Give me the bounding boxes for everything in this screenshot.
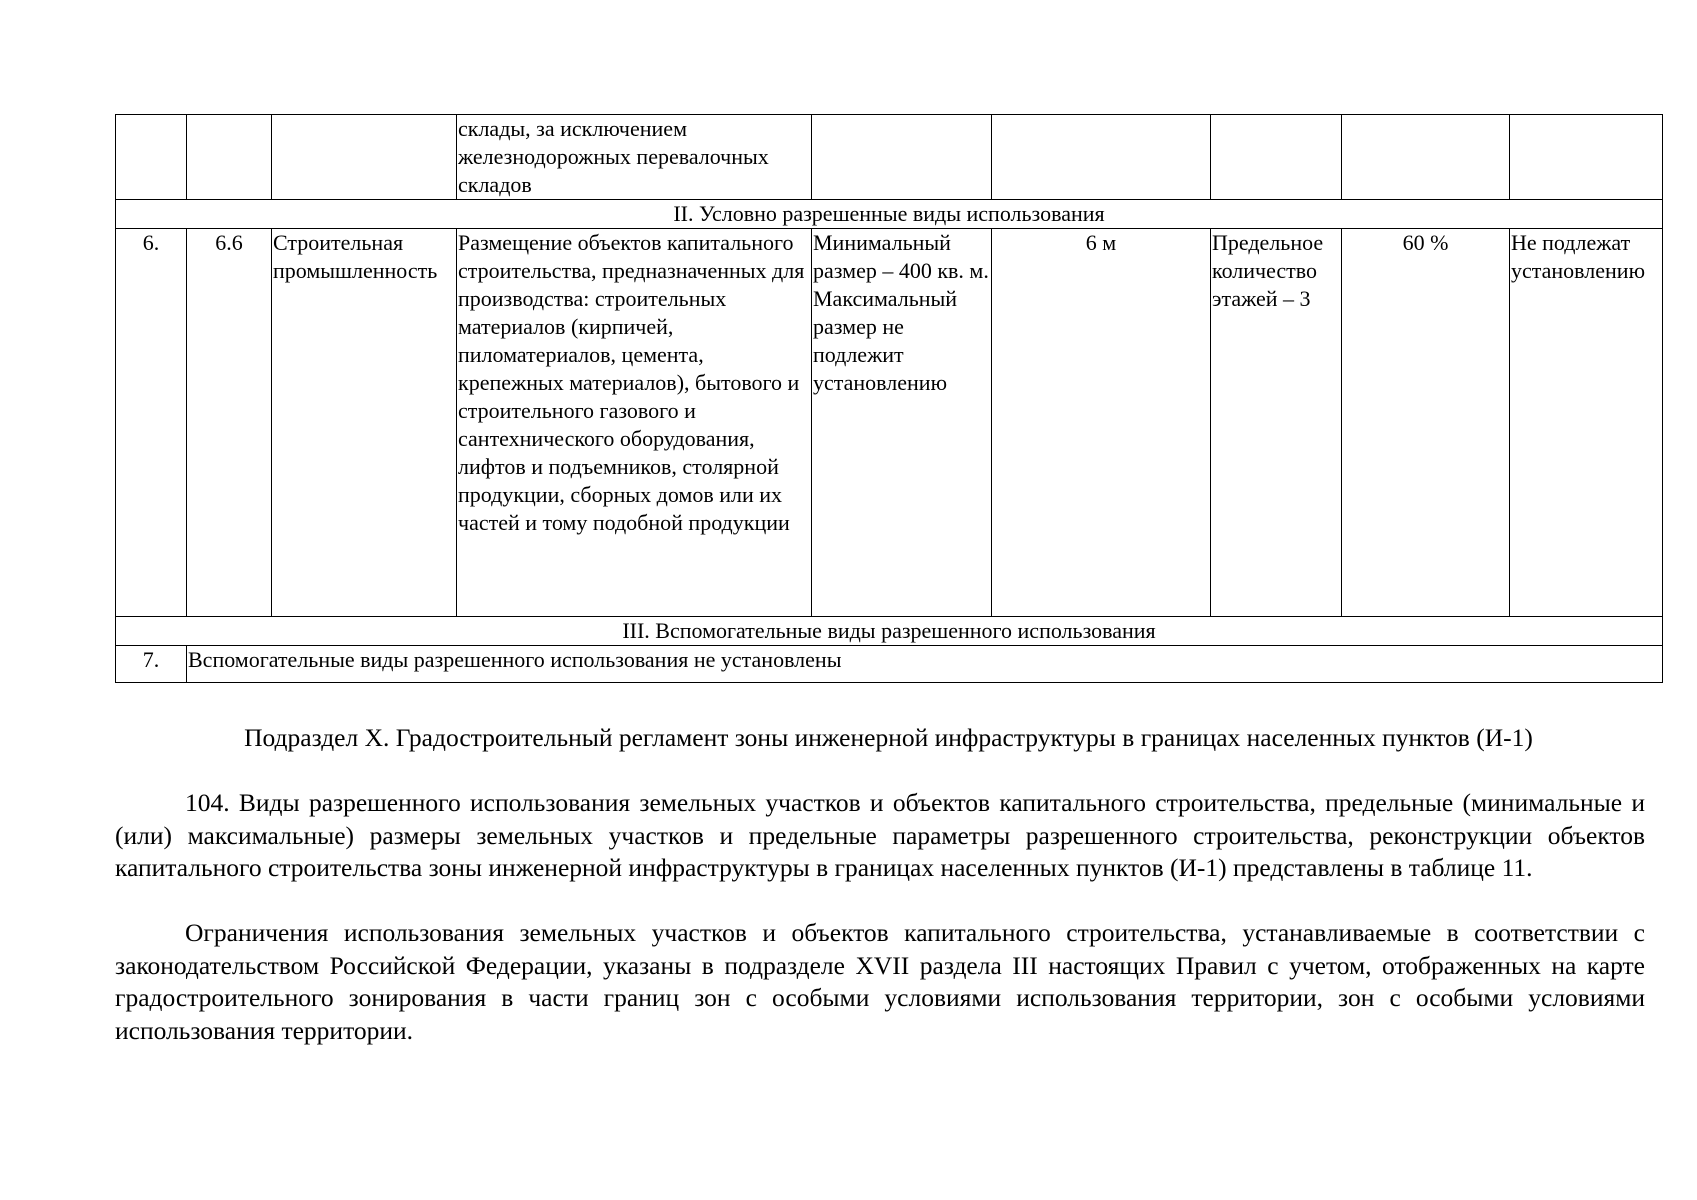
table-cell xyxy=(812,115,992,200)
table-cell xyxy=(1342,115,1510,200)
paragraph-104: 104. Виды разрешенного использования земельных участков и объектов капитального строительства, предельные (минимальные и (или) максимальные) размеры земельных участков и предельные параметры разрешенного строительства, реконструкции объектов капитального строительства зоны инженерной инфраструктуры в границах населенных пунктов (И-1) представлены в таблице 11. xyxy=(115,788,1645,882)
paragraph-restrictions: Ограничения использования земельных участков и объектов капитального строительства, устанавливаемые в соответствии с законодательством Российской Федерации, указаны в подразделе XVII раздела III настоящих Правил с учетом, отображенных на карте градостроительного зонирования в части границ зон с особыми условиями использования территории, зон с особыми условиями использования территории. xyxy=(115,918,1645,1045)
section-title-auxiliary: III. Вспомогательные виды разрешенного использования xyxy=(116,617,1663,646)
table-cell xyxy=(992,115,1211,200)
regulation-table xyxy=(115,114,1663,683)
floors-limit: Предельное количество этажей – 3 xyxy=(1211,229,1342,617)
table-cell xyxy=(187,115,272,200)
use-name: Строительная промышленность xyxy=(272,229,457,617)
table-section-row xyxy=(116,617,1663,646)
table-cell xyxy=(1510,115,1663,200)
table-cell xyxy=(116,115,187,200)
subsection-heading: Подраздел X. Градостроительный регламент зоны инженерной инфраструктуры в границах населенных пунктов (И-1) xyxy=(244,723,1533,752)
row-number: 6. xyxy=(116,229,187,617)
table-row xyxy=(116,646,1663,683)
coverage-percent: 60 % xyxy=(1342,229,1510,617)
setback: 6 м xyxy=(992,229,1211,617)
table-row xyxy=(116,115,1663,200)
plot-size: Минимальный размер – 400 кв. м. Максимальный размер не подлежит установлению xyxy=(812,229,992,617)
table-cell xyxy=(272,115,457,200)
table-row xyxy=(116,229,1663,617)
section-title-conditional: II. Условно разрешенные виды использования xyxy=(116,200,1663,229)
table-cell xyxy=(1211,115,1342,200)
row-number: 7. xyxy=(116,646,187,683)
auxiliary-note: Вспомогательные виды разрешенного использования не установлены xyxy=(187,646,1663,683)
use-description: Размещение объектов капитального строительства, предназначенных для производства: строительных материалов (кирпичей, пиломатериалов, цемента, крепежных материалов), бытового и строительного газового и сантехнического оборудования, лифтов и подъемников, столярной продукции, сборных домов или их частей и тому подобной продукции xyxy=(457,229,812,617)
table-section-row xyxy=(116,200,1663,229)
use-code: 6.6 xyxy=(187,229,272,617)
other-parameters: Не подлежат установлению xyxy=(1510,229,1663,617)
table-cell-description: склады, за исключением железнодорожных перевалочных складов xyxy=(457,115,812,200)
